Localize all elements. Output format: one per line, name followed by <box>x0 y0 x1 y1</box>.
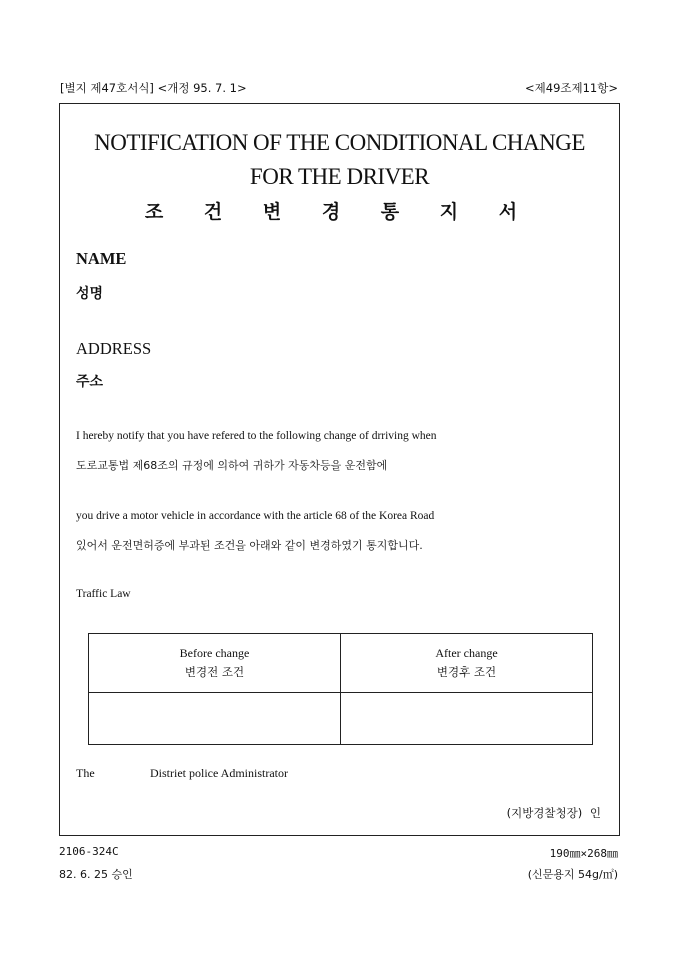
name-label: NAME <box>76 249 127 268</box>
article-reference: <제49조제11항> <box>525 81 618 95</box>
body-line-3: Traffic Law <box>76 588 131 600</box>
name-label-korean: 성명 <box>76 286 104 302</box>
after-change-header <box>341 634 593 693</box>
signature-korean: (지방경찰청장) 인 <box>506 806 601 820</box>
notification-form <box>59 103 620 836</box>
after-change-label-korean: 변경후 조건 <box>436 665 497 679</box>
before-change-cell <box>89 693 341 745</box>
table-value-row <box>89 693 593 745</box>
title-korean: 조 건 변 경 통 지 서 <box>144 201 535 223</box>
signature-the: The <box>76 766 95 780</box>
after-change-cell <box>341 693 593 745</box>
address-label-korean: 주소 <box>76 374 104 390</box>
body-line-2-korean: 있어서 운전면허증에 부과된 조건을 아래와 같이 변경하였기 통지합니다. <box>76 539 423 552</box>
body-line-1: I hereby notify that you have refered to the following change of drriving when <box>76 430 437 442</box>
signature-administrator: Distriet police Administrator <box>150 766 288 780</box>
paper-size: 190㎜×268㎜ <box>549 847 618 860</box>
change-table <box>88 633 593 745</box>
form-code: 2106-324C <box>59 845 119 858</box>
after-change-label: After change <box>435 646 498 660</box>
before-change-label: Before change <box>179 646 250 660</box>
before-change-header <box>89 634 341 693</box>
before-change-label-korean: 변경전 조건 <box>184 665 245 679</box>
title-line-2: FOR THE DRIVER <box>249 164 430 189</box>
paper-type: (신문용지 54g/㎡) <box>527 868 618 881</box>
form-reference: [별지 제47호서식] <개정 95. 7. 1> <box>60 81 247 95</box>
body-line-1-korean: 도로교통법 제68조의 규정에 의하여 귀하가 자동차등을 운전함에 <box>76 459 388 472</box>
address-label: ADDRESS <box>76 339 152 358</box>
body-line-2: you drive a motor vehicle in accordance with the article 68 of the Korea Road <box>76 510 435 522</box>
table-header-row <box>89 634 593 693</box>
approval-date: 82. 6. 25 승인 <box>59 868 133 881</box>
title-line-1: NOTIFICATION OF THE CONDITIONAL CHANGE <box>94 130 585 155</box>
